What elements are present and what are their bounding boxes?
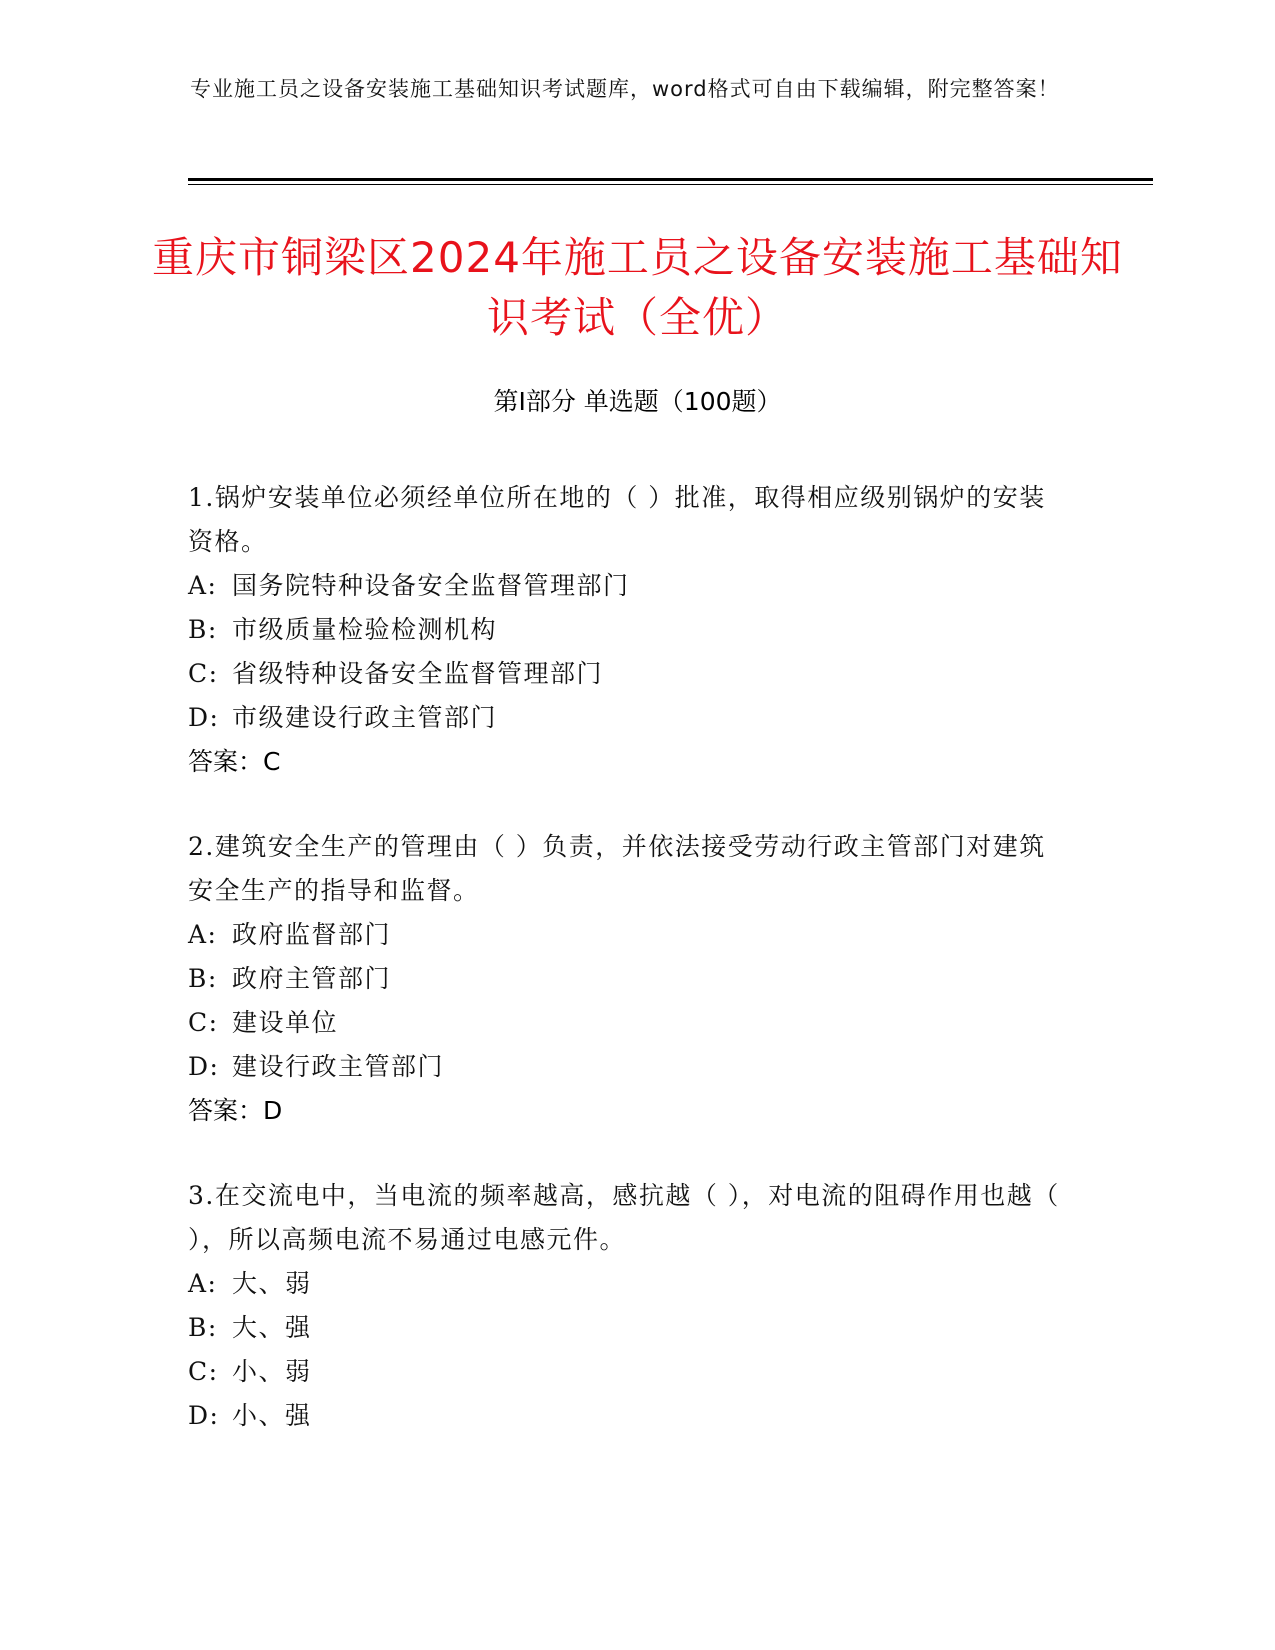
section-title: 第Ⅰ部分 单选题（100题）: [493, 387, 782, 416]
header-note: 专业施工员之设备安装施工基础知识考试题库，word格式可自由下载编辑，附完整答案！: [190, 77, 1060, 101]
option-letter: B:: [188, 615, 218, 644]
option-a: [188, 564, 1068, 608]
option-text: 大、强: [232, 1313, 312, 1342]
option-letter: A:: [188, 920, 218, 949]
option-text: 建设行政主管部门: [232, 1052, 445, 1081]
option-b: [188, 608, 1068, 652]
option-c: [188, 1001, 1068, 1045]
option-letter: A:: [188, 1269, 218, 1298]
header-rule-thin: [188, 184, 1153, 185]
option-d: [188, 1394, 1068, 1438]
option-text: 政府监督部门: [232, 920, 392, 949]
option-text: 建设单位: [232, 1008, 339, 1037]
question-stem: 3.在交流电中，当电流的频率越高，感抗越（ ），对电流的阻碍作用也越（ ），所以高频电流不易通过电感元件。: [188, 1181, 1060, 1254]
option-letter: B:: [188, 964, 218, 993]
option-text: 国务院特种设备安全监督管理部门: [232, 571, 630, 600]
option-a: [188, 913, 1068, 957]
option-letter: D:: [188, 1052, 220, 1081]
option-letter: D:: [188, 1401, 220, 1430]
question-list: [188, 476, 1068, 1479]
question-stem: 1.锅炉安装单位必须经单位所在地的（ ）批准，取得相应级别锅炉的安装资格。: [188, 483, 1046, 556]
option-b: [188, 1306, 1068, 1350]
option-text: 小、强: [232, 1401, 312, 1430]
option-d: [188, 1045, 1068, 1089]
option-letter: C:: [188, 1008, 219, 1037]
option-d: [188, 696, 1068, 740]
option-text: 政府主管部门: [232, 964, 392, 993]
option-text: 省级特种设备安全监督管理部门: [232, 659, 604, 688]
option-letter: C:: [188, 659, 219, 688]
option-letter: A:: [188, 571, 218, 600]
option-b: [188, 957, 1068, 1001]
question-3: [188, 1174, 1068, 1438]
answer: 答案：C: [188, 747, 281, 776]
option-letter: D:: [188, 703, 220, 732]
answer: 答案：D: [188, 1096, 283, 1125]
option-c: [188, 1350, 1068, 1394]
option-text: 市级建设行政主管部门: [232, 703, 498, 732]
document-title: 重庆市铜梁区2024年施工员之设备安装施工基础知识考试（全优）: [152, 233, 1123, 342]
question-1: [188, 476, 1068, 784]
option-c: [188, 652, 1068, 696]
option-text: 市级质量检验检测机构: [232, 615, 498, 644]
question-2: [188, 825, 1068, 1133]
option-letter: C:: [188, 1357, 219, 1386]
option-text: 小、弱: [232, 1357, 312, 1386]
option-a: [188, 1262, 1068, 1306]
option-letter: B:: [188, 1313, 218, 1342]
question-stem: 2.建筑安全生产的管理由（ ）负责，并依法接受劳动行政主管部门对建筑安全生产的指导和监督。: [188, 832, 1046, 905]
option-text: 大、弱: [232, 1269, 312, 1298]
header-rule-thick: [188, 178, 1153, 181]
